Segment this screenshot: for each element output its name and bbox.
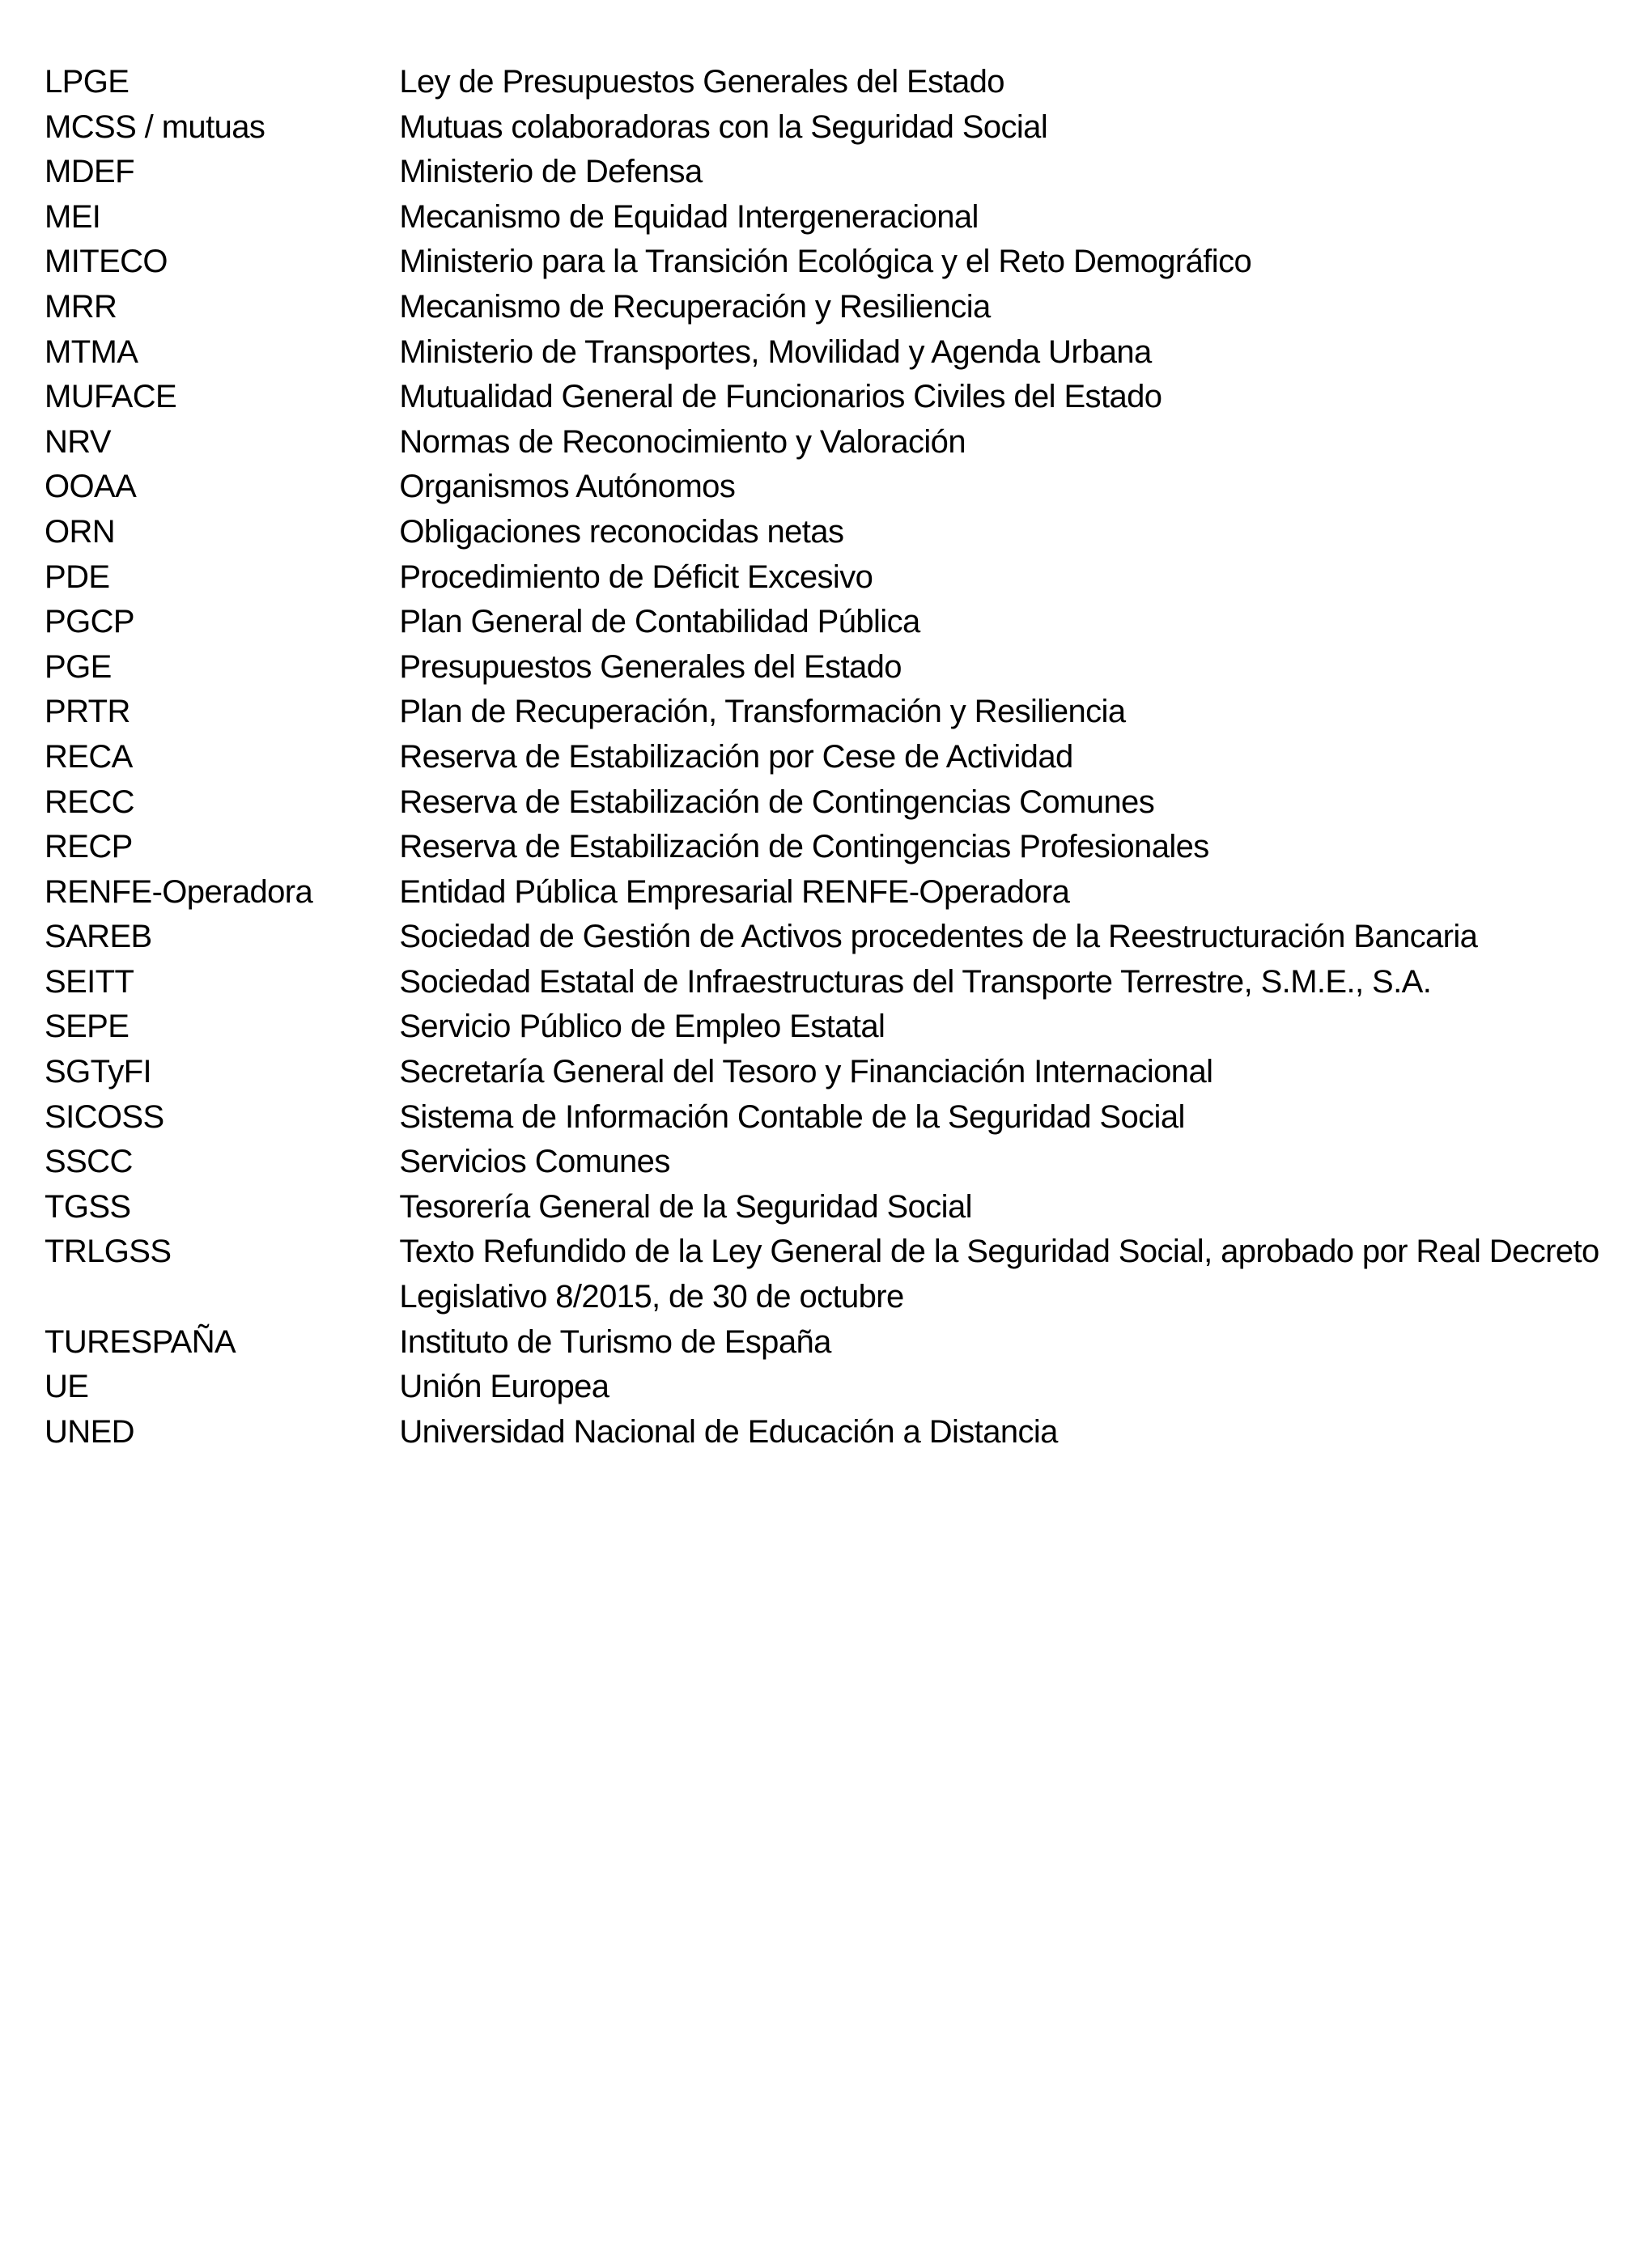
definition: Plan General de Contabilidad Pública (399, 604, 920, 640)
glossary-row (45, 690, 1631, 735)
definition: Procedimiento de Déficit Excesivo (399, 559, 873, 595)
definition: Texto Refundido de la Ley General de la Seguridad Social, aprobado por Real Decreto Legislativo 8/2015, de 30 de octubre (399, 1234, 1599, 1315)
glossary-row (45, 465, 1631, 510)
abbreviation: MUFACE (45, 379, 177, 415)
glossary-row (45, 1410, 1631, 1455)
glossary-row (45, 1320, 1631, 1366)
abbreviation: PRTR (45, 694, 130, 730)
glossary-row (45, 105, 1631, 151)
glossary-row (45, 1185, 1631, 1230)
abbreviation: ORN (45, 513, 116, 550)
glossary-body (45, 60, 1631, 1455)
definition: Mecanismo de Recuperación y Resiliencia (399, 288, 991, 325)
definition: Entidad Pública Empresarial RENFE-Operadora (399, 873, 1070, 910)
definition: Sociedad Estatal de Infraestructuras del Transporte Terrestre, S.M.E., S.A. (399, 963, 1432, 1000)
abbreviation: LPGE (45, 64, 130, 100)
abbreviation: RENFE-Operadora (45, 873, 313, 910)
abbreviation: TRLGSS (45, 1234, 172, 1270)
abbreviation: RECC (45, 784, 134, 820)
abbreviation: MEI (45, 198, 101, 235)
glossary-row (45, 1140, 1631, 1185)
glossary-row (45, 330, 1631, 376)
glossary-row (45, 1365, 1631, 1410)
abbreviation: PDE (45, 559, 110, 595)
definition: Unión Europea (399, 1369, 609, 1405)
definition: Sistema de Información Contable de la Seguridad Social (399, 1098, 1185, 1135)
abbreviation: RECP (45, 829, 133, 865)
abbreviations-glossary (45, 60, 1631, 1455)
definition: Instituto de Turismo de España (399, 1323, 831, 1360)
abbreviation: MCSS / mutuas (45, 108, 265, 145)
glossary-row (45, 60, 1631, 105)
definition: Tesorería General de la Seguridad Social (399, 1188, 972, 1225)
glossary-row (45, 1095, 1631, 1140)
glossary-row (45, 510, 1631, 555)
definition: Secretaría General del Tesoro y Financiación Internacional (399, 1054, 1213, 1090)
glossary-row (45, 420, 1631, 465)
abbreviation: UNED (45, 1413, 134, 1450)
definition: Ministerio de Defensa (399, 154, 703, 190)
abbreviation: SAREB (45, 919, 152, 955)
definition: Normas de Reconocimiento y Valoración (399, 423, 966, 460)
glossary-row (45, 600, 1631, 645)
definition: Servicio Público de Empleo Estatal (399, 1009, 885, 1045)
glossary-row (45, 285, 1631, 330)
glossary-row (45, 1005, 1631, 1050)
abbreviation: PGE (45, 648, 112, 685)
abbreviation: MDEF (45, 154, 134, 190)
glossary-row (45, 735, 1631, 780)
abbreviation: SEITT (45, 963, 134, 1000)
abbreviation: PGCP (45, 604, 134, 640)
glossary-row (45, 375, 1631, 420)
definition: Plan de Recuperación, Transformación y Resiliencia (399, 694, 1126, 730)
abbreviation: SGTyFI (45, 1054, 151, 1090)
definition: Servicios Comunes (399, 1144, 670, 1180)
abbreviation: UE (45, 1369, 89, 1405)
abbreviation: OOAA (45, 469, 137, 505)
glossary-row (45, 150, 1631, 195)
glossary-row (45, 825, 1631, 870)
definition: Mecanismo de Equidad Intergeneracional (399, 198, 979, 235)
glossary-row (45, 870, 1631, 915)
definition: Ministerio para la Transición Ecológica y el Reto Demográfico (399, 244, 1252, 280)
glossary-row (45, 915, 1631, 960)
glossary-row (45, 780, 1631, 826)
abbreviation: NRV (45, 423, 111, 460)
definition: Ley de Presupuestos Generales del Estado (399, 64, 1004, 100)
glossary-row (45, 195, 1631, 240)
glossary-row (45, 555, 1631, 601)
definition: Reserva de Estabilización por Cese de Actividad (399, 738, 1073, 775)
abbreviation: RECA (45, 738, 133, 775)
abbreviation: TURESPAÑA (45, 1323, 236, 1360)
definition: Mutuas colaboradoras con la Seguridad Social (399, 108, 1048, 145)
abbreviation: TGSS (45, 1188, 131, 1225)
glossary-row (45, 1230, 1631, 1319)
abbreviation: MITECO (45, 244, 168, 280)
definition: Sociedad de Gestión de Activos procedentes de la Reestructuración Bancaria (399, 919, 1478, 955)
definition: Reserva de Estabilización de Contingencias Profesionales (399, 829, 1209, 865)
definition: Presupuestos Generales del Estado (399, 648, 902, 685)
glossary-row (45, 1050, 1631, 1095)
definition: Reserva de Estabilización de Contingencias Comunes (399, 784, 1155, 820)
abbreviation: MTMA (45, 333, 138, 370)
definition: Organismos Autónomos (399, 469, 736, 505)
definition: Universidad Nacional de Educación a Distancia (399, 1413, 1058, 1450)
definition: Ministerio de Transportes, Movilidad y Agenda Urbana (399, 333, 1152, 370)
definition: Obligaciones reconocidas netas (399, 513, 844, 550)
definition: Mutualidad General de Funcionarios Civiles del Estado (399, 379, 1162, 415)
abbreviation: SEPE (45, 1009, 130, 1045)
abbreviation: MRR (45, 288, 117, 325)
glossary-row (45, 645, 1631, 690)
glossary-row (45, 240, 1631, 285)
abbreviation: SSCC (45, 1144, 133, 1180)
glossary-row (45, 960, 1631, 1005)
abbreviation: SICOSS (45, 1098, 164, 1135)
